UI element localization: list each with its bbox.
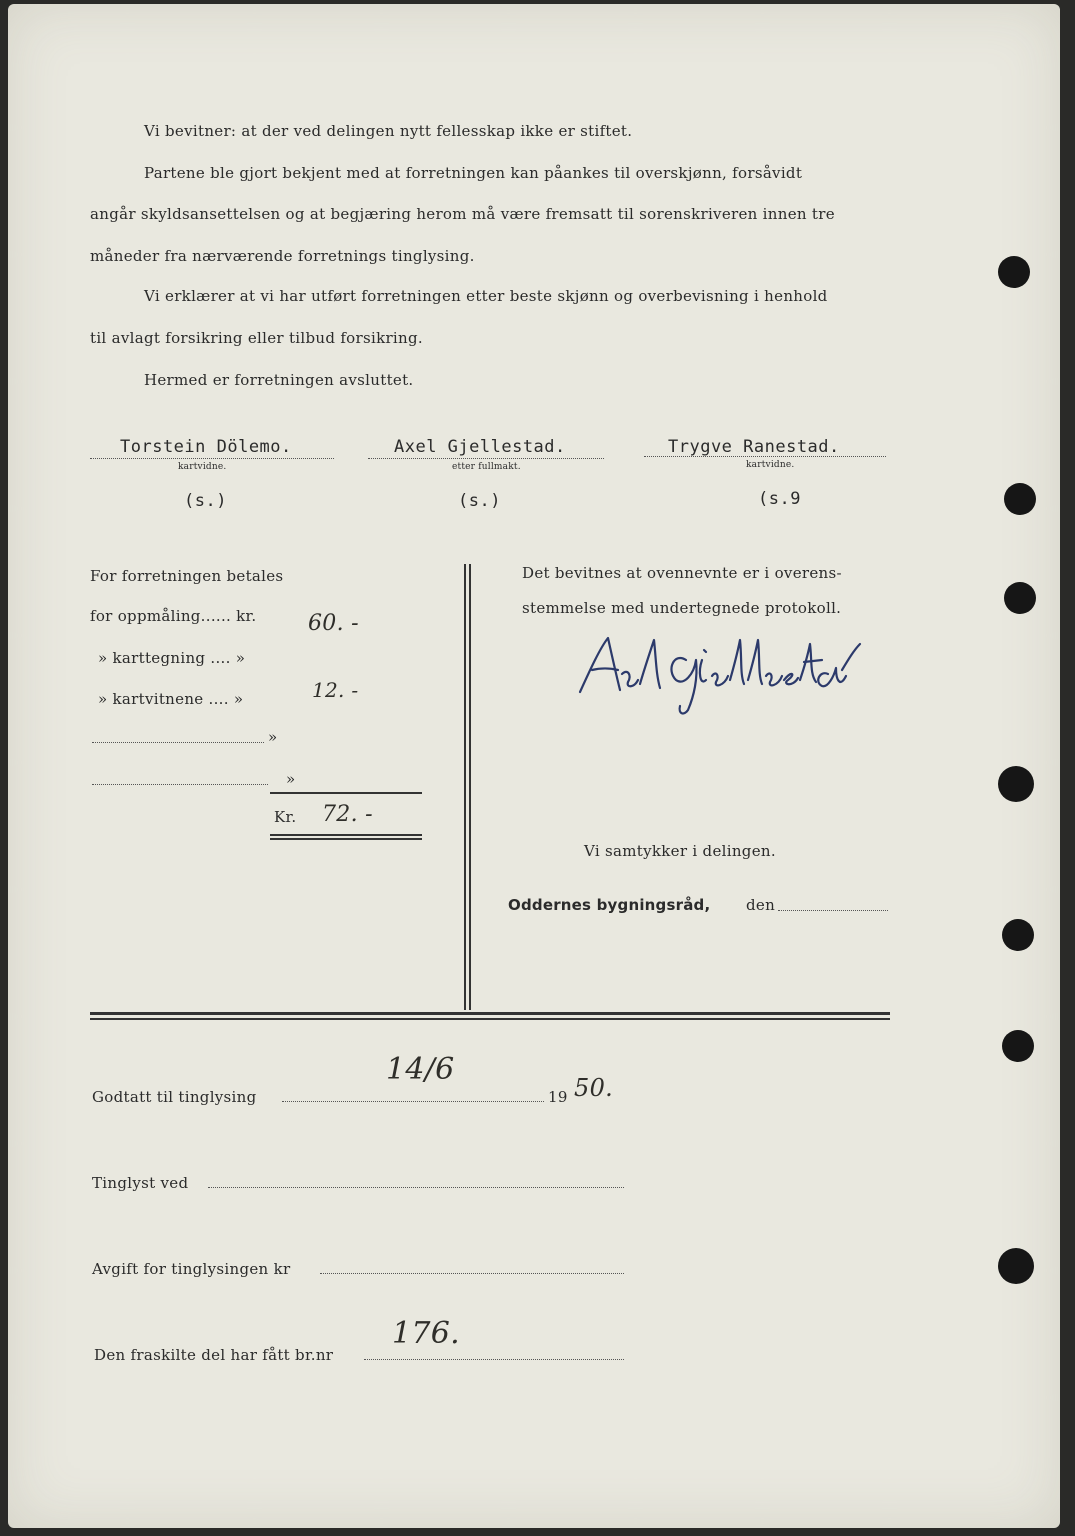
signatory-mark-1: (s.) <box>184 491 227 511</box>
document-page <box>8 4 1060 1528</box>
signatory-name-2: Axel Gjellestad. <box>394 437 566 457</box>
signatory-name-1: Torstein Dölemo. <box>120 437 292 457</box>
fees-blank-line-2 <box>92 784 268 785</box>
registry-brnr-value: 176. <box>392 1316 460 1351</box>
fees-total-value: 72. - <box>322 802 373 827</box>
fees-karttegning-label: » karttegning .... » <box>98 649 246 667</box>
signatory-role-3: kartvidne. <box>746 460 795 470</box>
consent-den: den <box>746 896 776 914</box>
fees-heading: For forretningen betales <box>90 567 284 585</box>
fees-blank-mark-2: » <box>286 770 296 788</box>
binder-hole-icon <box>1002 1030 1034 1062</box>
statement-line-3: angår skyldsansettelsen og at begjæring herom må være fremsatt til sorenskriveren innen tre <box>90 205 835 223</box>
statement-line-7: Hermed er forretningen avsluttet. <box>144 371 414 389</box>
binder-hole-icon <box>998 1248 1034 1284</box>
registry-avgift-line <box>320 1273 624 1274</box>
signature-line-3 <box>644 456 886 457</box>
vertical-divider-left <box>464 564 466 1010</box>
signatory-mark-2: (s.) <box>458 491 501 511</box>
fees-oppmaling-label: for oppmåling...... kr. <box>90 607 257 625</box>
statement-line-6: til avlagt forsikring eller tilbud forsikring. <box>90 329 423 347</box>
signatory-mark-3: (s.9 <box>758 489 801 509</box>
registry-brnr-label: Den fraskilte del har fått br.nr <box>94 1346 334 1364</box>
registry-tinglyst-line <box>208 1187 624 1188</box>
total-rule-bottom-2 <box>270 838 422 840</box>
statement-line-5: Vi erklærer at vi har utført forretningen etter beste skjønn og overbevisning i henhold <box>144 287 828 305</box>
binder-hole-icon <box>1004 483 1036 515</box>
binder-hole-icon <box>1004 582 1036 614</box>
registry-godtatt-line <box>282 1101 544 1102</box>
registry-tinglyst-label: Tinglyst ved <box>92 1174 189 1192</box>
signature-line-2 <box>368 458 604 459</box>
consent-council: Oddernes bygningsråd, <box>508 896 711 914</box>
horizontal-rule-2 <box>90 1018 890 1020</box>
horizontal-rule-1 <box>90 1012 890 1015</box>
signatory-role-1: kartvidne. <box>178 462 227 472</box>
total-rule-bottom-1 <box>270 834 422 836</box>
binder-hole-icon <box>998 766 1034 802</box>
registry-avgift-label: Avgift for tinglysingen kr <box>92 1260 291 1278</box>
registry-godtatt-date: 14/6 <box>386 1052 455 1087</box>
fees-total-label: Kr. <box>274 808 297 826</box>
fees-kartvitnene-label: » kartvitnene .... » <box>98 690 244 708</box>
vertical-divider-right <box>469 564 471 1010</box>
signatory-role-2: etter fullmakt. <box>452 462 521 472</box>
consent-text: Vi samtykker i delingen. <box>584 842 776 860</box>
signature-line-1 <box>90 458 334 459</box>
consent-date-line <box>778 910 888 911</box>
signatory-name-3: Trygve Ranestad. <box>668 437 840 457</box>
certification-line-2: stemmelse med undertegnede protokoll. <box>522 599 842 617</box>
fees-kartvitnene-value: 12. - <box>312 678 359 702</box>
certification-signature <box>578 630 868 724</box>
binder-hole-icon <box>1002 919 1034 951</box>
fees-oppmaling-value: 60. - <box>308 611 359 636</box>
certification-line-1: Det bevitnes at ovennevnte er i overens- <box>522 564 842 582</box>
statement-line-1: Vi bevitner: at der ved delingen nytt fellesskap ikke er stiftet. <box>144 122 633 140</box>
binder-hole-icon <box>998 256 1030 288</box>
total-rule-top <box>270 792 422 794</box>
fees-blank-line-1 <box>92 742 264 743</box>
fees-blank-mark-1: » <box>268 728 278 746</box>
registry-godtatt-label: Godtatt til tinglysing <box>92 1088 257 1106</box>
registry-year-prefix: 19 <box>548 1088 568 1106</box>
registry-year-suffix: 50. <box>574 1074 614 1102</box>
registry-brnr-line <box>364 1359 624 1360</box>
statement-line-4: måneder fra nærværende forretnings tinglysing. <box>90 247 475 265</box>
statement-line-2: Partene ble gjort bekjent med at forretningen kan påankes til overskjønn, forsåvidt <box>144 164 803 182</box>
